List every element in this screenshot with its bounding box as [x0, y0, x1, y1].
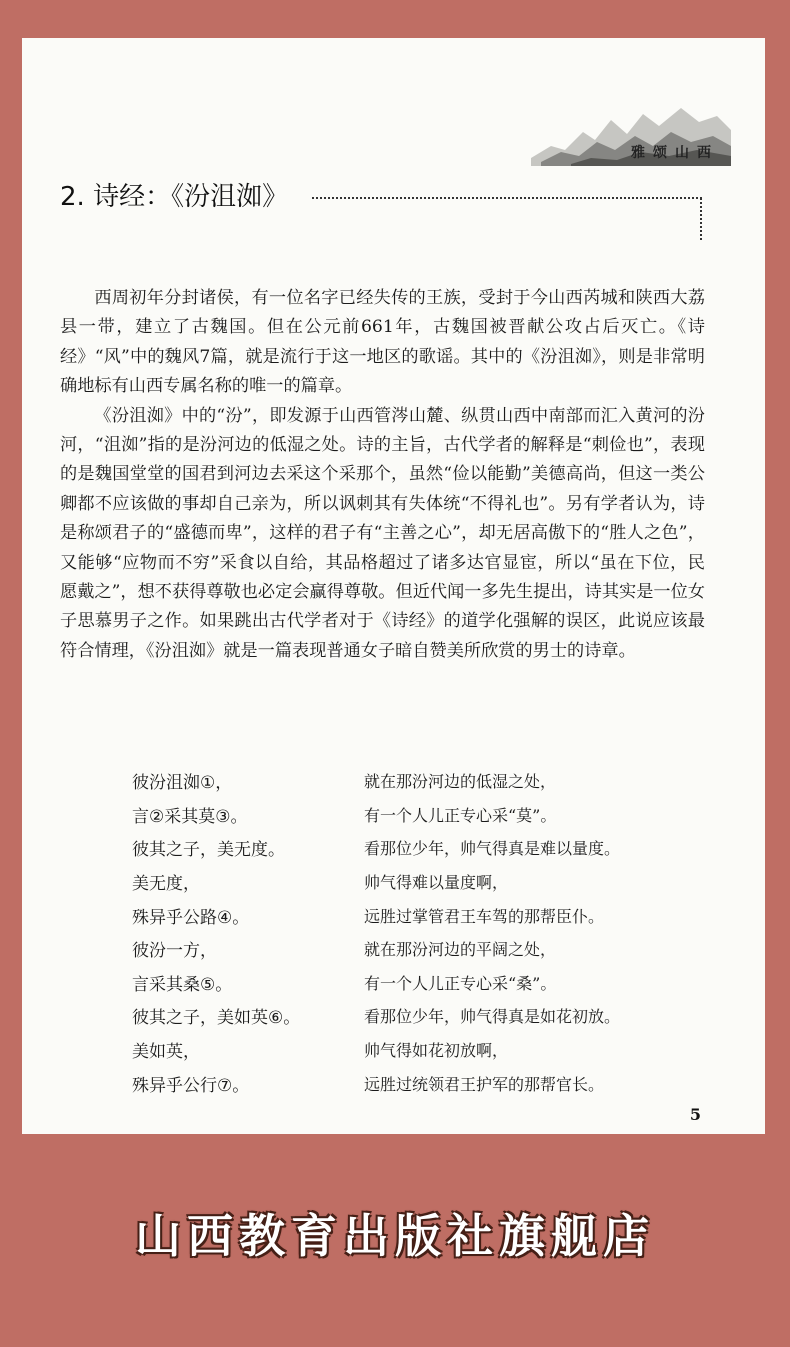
- poem-original: 彼其之子，美无度。: [132, 840, 285, 861]
- poem-table: [132, 764, 692, 1100]
- poem-translation: 远胜过统领君王护军的那帮官长。: [364, 1074, 605, 1094]
- poem-line: [132, 865, 692, 899]
- poem-line: [132, 898, 692, 932]
- poem-translation: 远胜过掌管君王车驾的那帮臣仆。: [364, 906, 605, 926]
- title-dotted-leader: [312, 197, 702, 199]
- poem-line: [132, 966, 692, 1000]
- poem-translation: 就在那汾河边的低湿之处，: [364, 772, 557, 792]
- paragraph: 西周初年分封诸侯，有一位名字已经失传的王族，受封于今山西芮城和陕西大荔县一带，建立了古魏国。但在公元前661年，古魏国被晋献公攻占后灭亡。《诗经》“风”中的魏风7篇，就是流行于这一地区的歌谣。其中的《汾沮洳》，则是非常明确地标有山西专属名称的唯一的篇章。: [60, 288, 705, 397]
- poem-line: [132, 999, 692, 1033]
- poem-original: 殊异乎公路④。: [132, 907, 250, 928]
- poem-line: [132, 1066, 692, 1100]
- poem-line: [132, 764, 692, 798]
- poem-line: [132, 798, 692, 832]
- title-dotted-corner: [700, 198, 702, 240]
- store-banner: 山西教育出版社旗舰店: [135, 1209, 655, 1263]
- poem-translation: 帅气得如花初放啊，: [364, 1041, 509, 1061]
- poem-original: 言②采其莫③。: [132, 806, 248, 827]
- poem-translation: 有一个人儿正专心采“莫”。: [364, 805, 557, 825]
- poem-translation: 看那位少年，帅气得真是难以量度。: [364, 839, 621, 859]
- paragraph: 《汾沮洳》中的“汾”，即发源于山西管涔山麓、纵贯山西中南部而汇入黄河的汾河，“沮洳”指的是汾河边的低湿之处。诗的主旨，古代学者的解释是“刺俭也”，表现的是魏国堂堂的国君到河边去采这个采那个，虽然“俭以能勤”美德高尚，但这一类公卿都不应该做的事却自己亲为，所以讽刺其有失体统“不得礼也”。另有学者认为，诗是称颂君子的“盛德而卑”，这样的君子有“主善之心”，却无居高傲下的“胜人之色”，又能够“应物而不穷”采食以自给，其品格超过了诸多达官显宦，所以“虽在下位，民愿戴之”，想不获得尊敬也必定会赢得尊敬。但近代闻一多先生提出，诗其实是一位女子思慕男子之作。如果跳出古代学者对于《诗经》的道学化强解的误区，此说应该最符合情理，《汾沮洳》就是一篇表现普通女子暗自赞美所欣赏的男士的诗章。: [60, 405, 705, 661]
- running-header: 雅颂山西: [631, 145, 719, 161]
- poem-original: 言采其桑⑤。: [132, 974, 233, 995]
- poem-line: [132, 831, 692, 865]
- poem-line: [132, 1033, 692, 1067]
- poem-original: 殊异乎公行⑦。: [132, 1075, 250, 1096]
- book-page: [22, 38, 765, 1134]
- section-title: 2. 诗经：《汾沮洳》: [60, 182, 289, 212]
- poem-original: 彼汾沮洳①，: [132, 773, 233, 794]
- poem-translation: 帅气得难以量度啊，: [364, 873, 509, 893]
- poem-original: 彼其之子，美如英⑥。: [132, 1008, 301, 1029]
- poem-original: 彼汾一方，: [132, 941, 217, 962]
- poem-translation: 有一个人儿正专心采“桑”。: [364, 973, 557, 993]
- poem-line: [132, 932, 692, 966]
- page-number: 5: [689, 1105, 701, 1124]
- poem-original: 美无度，: [132, 874, 200, 895]
- poem-translation: 就在那汾河边的平阔之处，: [364, 940, 557, 960]
- poem-translation: 看那位少年，帅气得真是如花初放。: [364, 1007, 621, 1027]
- poem-original: 美如英，: [132, 1042, 200, 1063]
- body-text: [60, 284, 705, 666]
